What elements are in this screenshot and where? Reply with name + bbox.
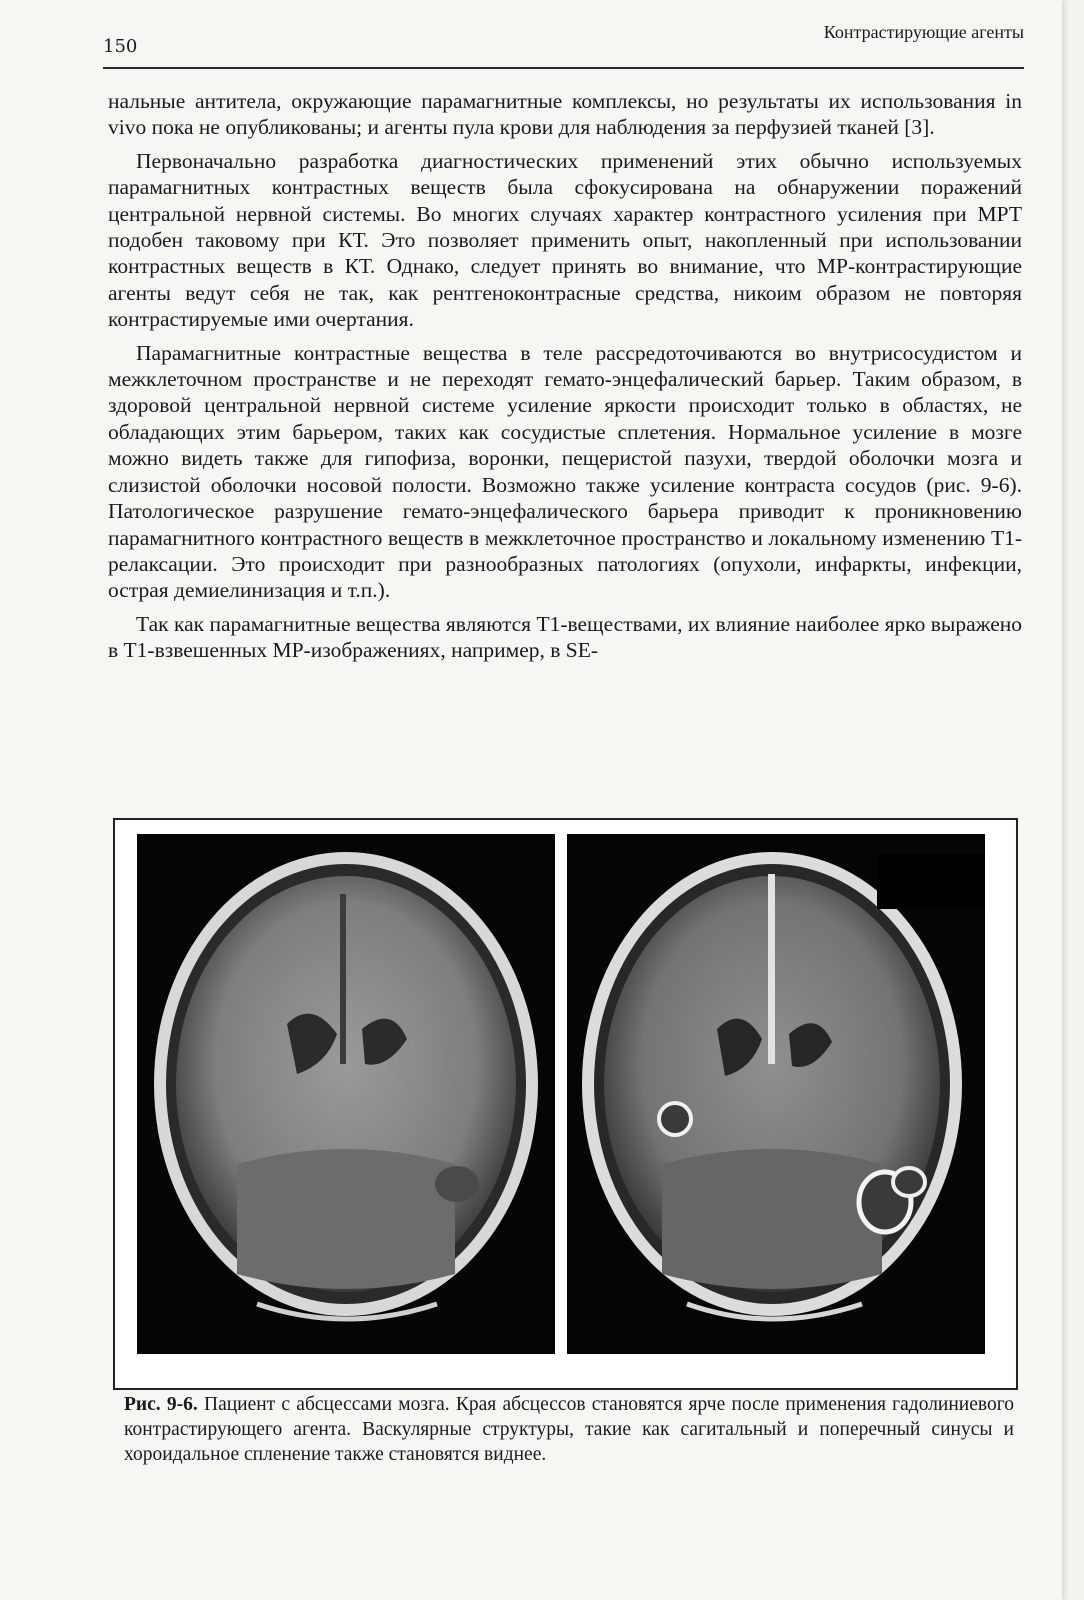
running-title: Контрастирующие агенты [823, 22, 1024, 42]
page-header [103, 18, 1024, 66]
mri-image-postcontrast [567, 834, 985, 1354]
figure-9-6 [113, 818, 1018, 1390]
figure-label: Рис. 9-6. [124, 1394, 198, 1415]
paragraph-1: нальные антитела, окружающие парамагнитные комплексы, но результаты их использования in vivo пока не опубликованы; и агенты пула крови для наблюдения за перфузией тканей [3]. [108, 89, 1022, 140]
page-number: 150 [103, 36, 138, 57]
paragraph-3: Парамагнитные контрастные вещества в теле рассредоточиваются во внутрисосудистом и межклеточном пространстве и не переходят гемато-энцефалический барьер. Таким образом, в здоровой центральной нервной системе усиление яркости происходит только в областях, не обладающих этим барьером, таких как сосудистые сплетения. Нормальное усиление в мозге можно видеть также для гипофиза, воронки, пещеристой пазухи, твердой оболочки мозга и слизистой оболочки носовой полости. Возможно также усиление контраста сосудов (рис. 9-6). Патологическое разрушение гемато-энцефалического барьера приводит к проникновению парамагнитного контрастного веществ в межклеточное пространство и локальному изменению T1-релаксации. Это происходит при разнообразных патологиях (опухоли, инфаркты, инфекции, острая демиелинизация и т.п.). [108, 340, 1022, 603]
paragraph-2: Первоначально разработка диагностических применений этих обычно используемых парамагнитных контрастных веществ была сфокусирована на обнаружении поражений центральной нервной системы. Во многих случаях характер контрастного усиления при МРТ подобен таковому при КТ. Это позволяет применить опыт, накопленный при использовании контрастных веществ в КТ. Однако, следует принять во внимание, что МР-контрастирующие агенты ведут себя не так, как рентгеноконтрасные средства, никоим образом не повторяя контрастируемые ими очертания. [108, 148, 1022, 332]
header-rule [103, 67, 1024, 69]
figure-caption [124, 1392, 1014, 1467]
body-text [108, 88, 1022, 671]
paragraph-4: Так как парамагнитные вещества являются T1-веществами, их влияние наиболее ярко выражено в T1-взвешенных МР-изображениях, например, в SE- [108, 611, 1022, 663]
mri-image-precontrast [137, 834, 555, 1354]
figure-caption-text: Пациент с абсцессами мозга. Края абсцессов становятся ярче после применения гадолиниевого контрастирующего агента. Васкулярные структуры, такие как сагитальный и поперечный синусы и хороидальное спленение также становятся виднее. [124, 1394, 1014, 1465]
